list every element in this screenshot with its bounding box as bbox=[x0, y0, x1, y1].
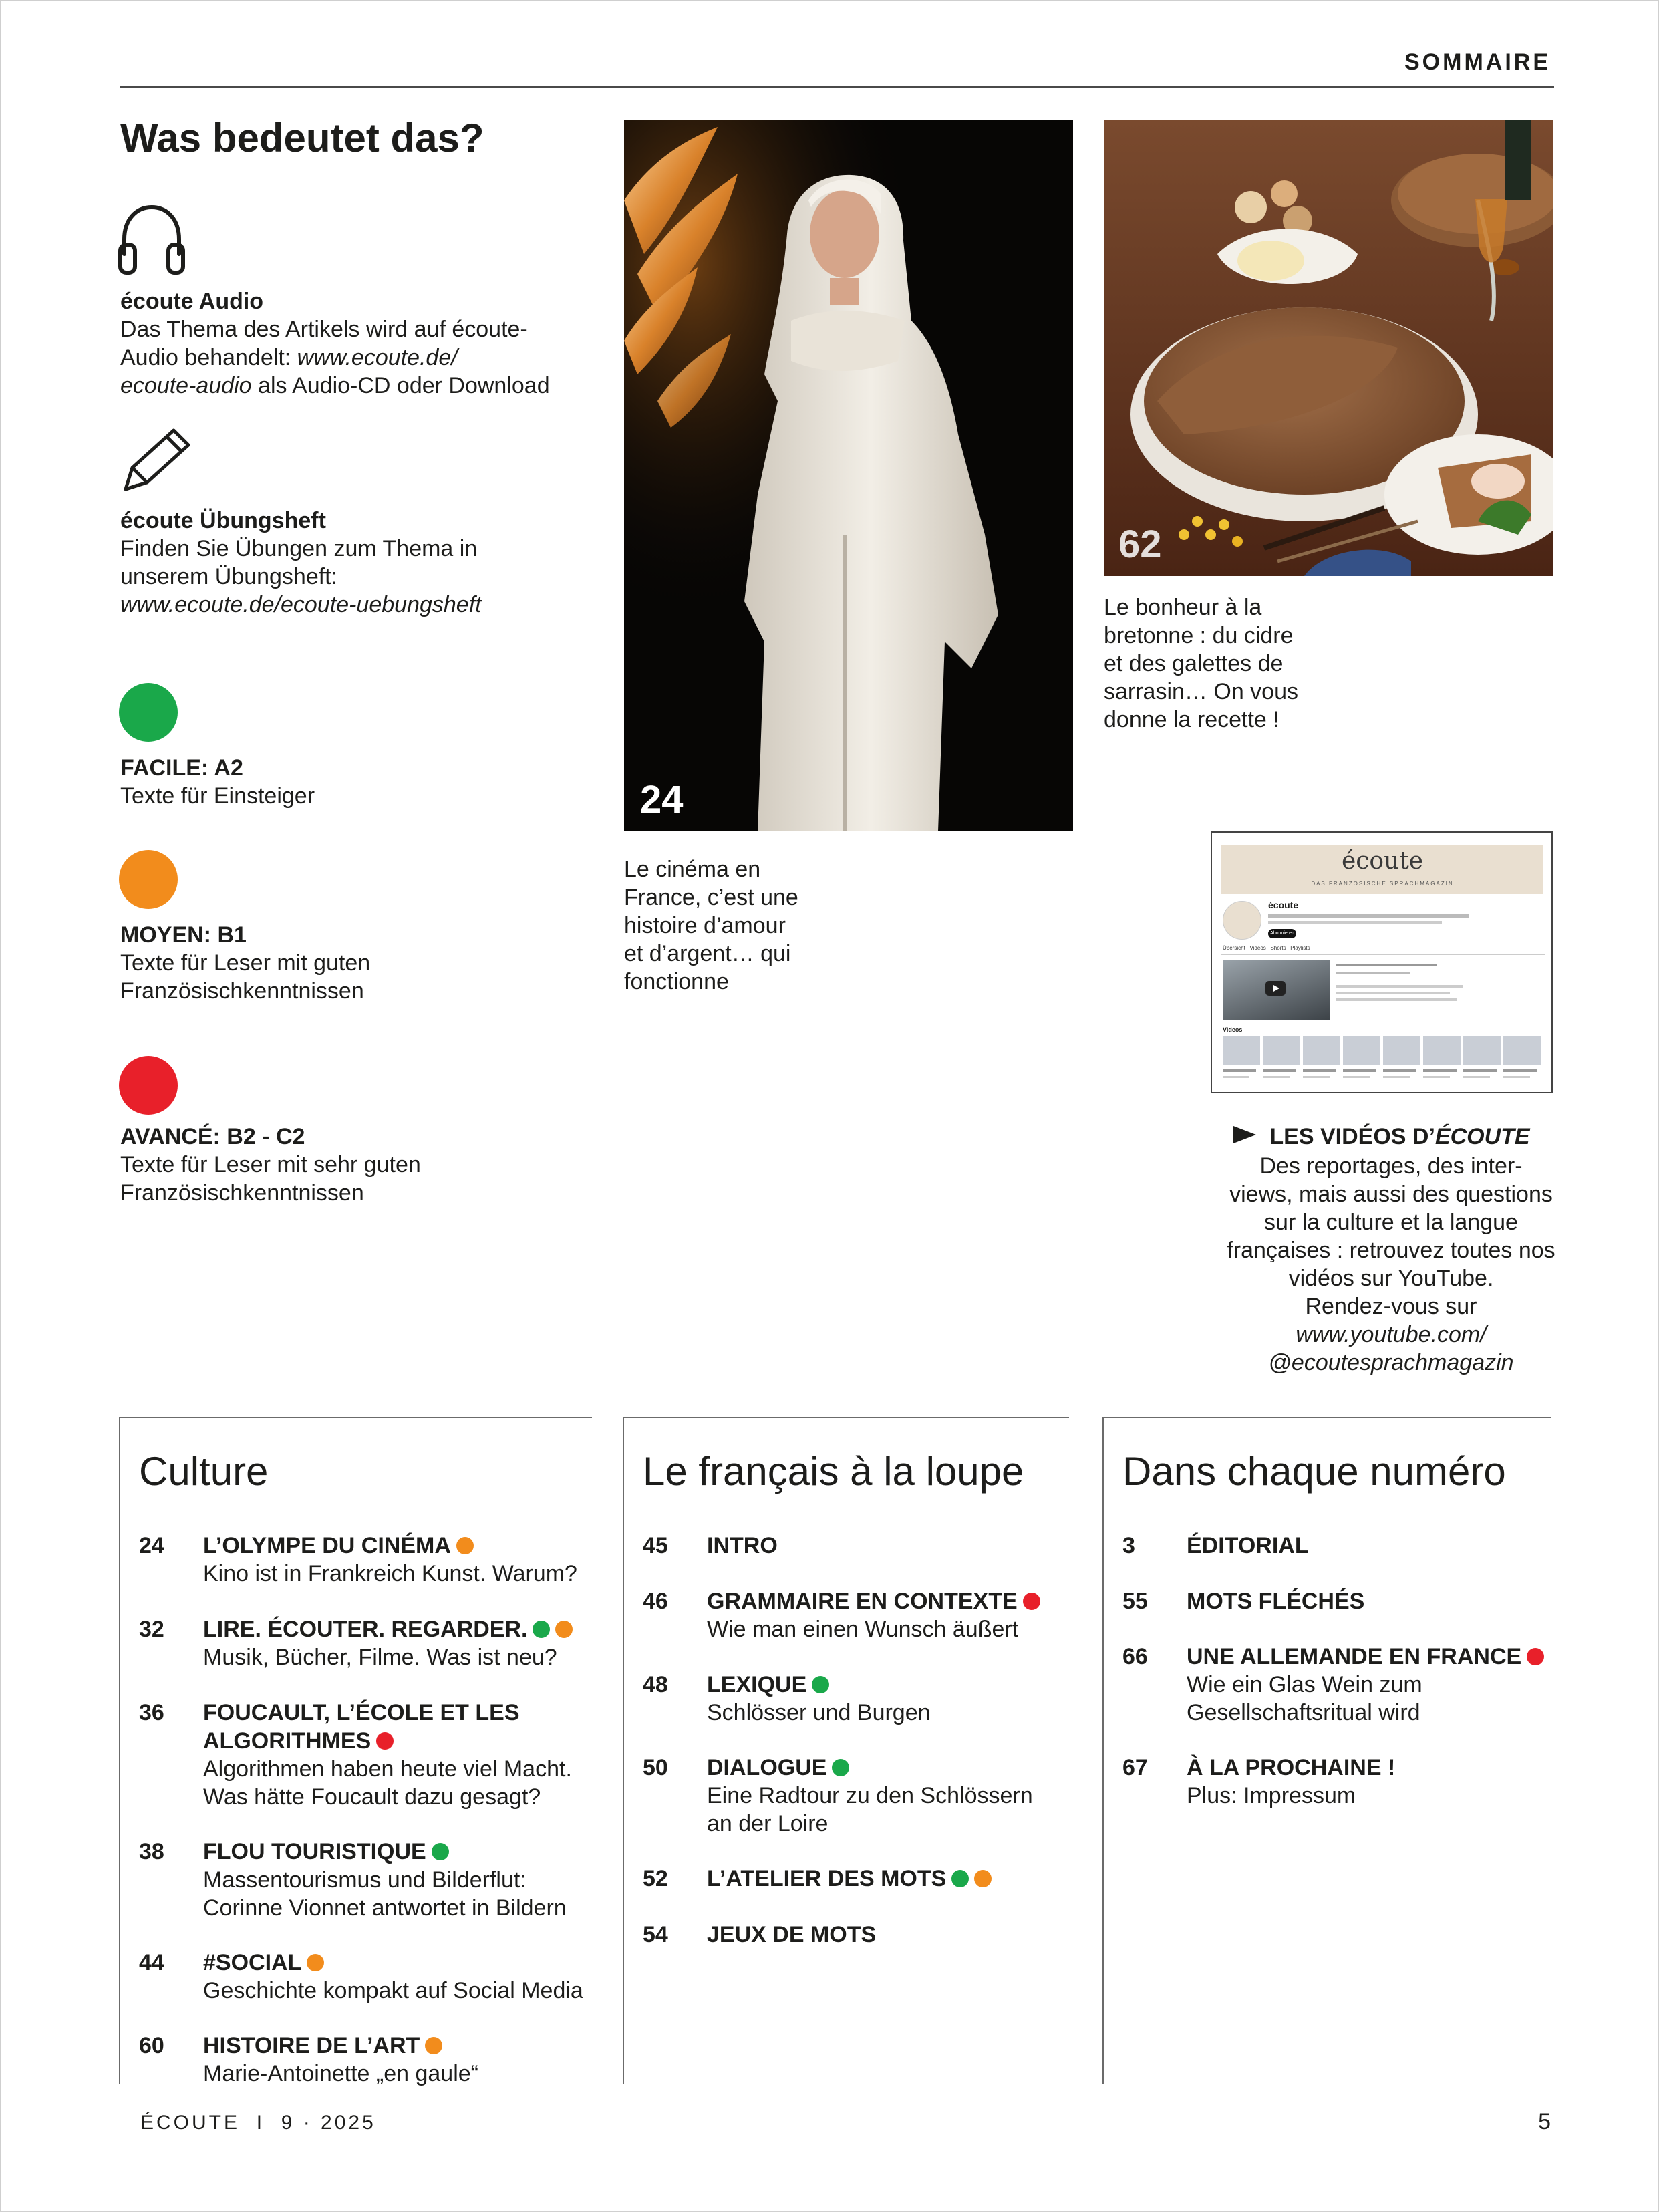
toc-page-number: 3 bbox=[1122, 1533, 1135, 1558]
yt-banner-logo: écoute bbox=[1341, 847, 1424, 875]
yt-subscribe-button[interactable]: Abonnieren bbox=[1268, 929, 1296, 938]
toc-title: LEXIQUE bbox=[707, 1672, 807, 1697]
toc-subtitle: Geschichte kompakt auf Social Media bbox=[203, 1978, 583, 2003]
toc-title: GRAMMAIRE EN CONTEXTE bbox=[707, 1588, 1018, 1614]
yt-video-row[interactable] bbox=[1223, 1036, 1543, 1065]
play-icon bbox=[1265, 981, 1286, 996]
caption-line: histoire d’amour bbox=[624, 913, 786, 938]
level-description: Französischkenntnissen bbox=[120, 1180, 364, 1206]
legend-level-avance bbox=[120, 1123, 601, 1207]
toc-title: #SOCIAL bbox=[203, 1950, 302, 1975]
cinema-caption bbox=[624, 855, 824, 996]
level-description: Texte für Einsteiger bbox=[120, 783, 315, 809]
videos-heading-text: LES VIDÉOS D’ bbox=[1269, 1124, 1435, 1149]
level-dot-orange bbox=[974, 1870, 992, 1887]
toc-title: UNE ALLEMANDE EN FRANCE bbox=[1187, 1644, 1522, 1669]
toc-title: L’OLYMPE DU CINÉMA bbox=[203, 1533, 451, 1558]
youtube-link[interactable]: www.youtube.com/ bbox=[1296, 1322, 1487, 1347]
toc-langue bbox=[623, 1417, 1069, 2084]
footer-magazine: ÉCOUTE bbox=[140, 2112, 241, 2134]
yt-video-row-meta bbox=[1223, 1076, 1543, 1078]
yt-tab[interactable]: Übersicht bbox=[1223, 945, 1245, 951]
yt-avatar bbox=[1223, 901, 1261, 940]
yt-channel-name: écoute bbox=[1268, 900, 1299, 910]
videos-text-line: sur la culture et la langue bbox=[1264, 1210, 1518, 1235]
audio-text-line: Das Thema des Artikels wird auf écoute- bbox=[120, 317, 528, 342]
yt-tab[interactable]: Videos bbox=[1249, 945, 1266, 951]
toc-subtitle: an der Loire bbox=[707, 1811, 828, 1836]
yt-video-desc bbox=[1336, 964, 1437, 966]
yt-video-desc bbox=[1336, 998, 1457, 1001]
toc-subtitle: Musik, Bücher, Filme. Was ist neu? bbox=[203, 1645, 557, 1670]
yt-video-desc bbox=[1336, 972, 1410, 974]
caption-line: France, c’est une bbox=[624, 885, 798, 910]
toc-culture bbox=[119, 1417, 592, 2084]
toc-page-number: 66 bbox=[1122, 1644, 1148, 1669]
level-dot-green bbox=[951, 1870, 969, 1887]
toc-numero bbox=[1102, 1417, 1551, 2084]
toc-title: ALGORITHMES bbox=[203, 1728, 371, 1754]
yt-channel-meta bbox=[1268, 921, 1442, 924]
yt-divider bbox=[1221, 954, 1545, 955]
toc-subtitle: Plus: Impressum bbox=[1187, 1783, 1356, 1808]
level-dot-orange bbox=[425, 2037, 442, 2054]
footer-issue bbox=[140, 2112, 376, 2134]
toc-page-number: 52 bbox=[643, 1866, 668, 1891]
level-dot-green bbox=[533, 1621, 550, 1638]
toc-subtitle: Marie-Antoinette „en gaule“ bbox=[203, 2061, 479, 2086]
toc-page-number: 55 bbox=[1122, 1588, 1148, 1614]
food-caption bbox=[1104, 593, 1324, 734]
workbook-text-line: Finden Sie Übungen zum Thema in bbox=[120, 536, 478, 561]
toc-title: INTRO bbox=[707, 1533, 778, 1558]
toc-subtitle: Wie ein Glas Wein zum bbox=[1187, 1672, 1422, 1697]
footer-issue-number: 9 · 2025 bbox=[281, 2112, 376, 2134]
toc-page-number: 36 bbox=[139, 1700, 164, 1725]
yt-tabs bbox=[1223, 945, 1310, 951]
cinema-photo[interactable] bbox=[624, 120, 1073, 831]
level-dot-green bbox=[832, 1759, 849, 1776]
level-dot-green bbox=[432, 1843, 449, 1860]
food-page-number: 62 bbox=[1118, 523, 1162, 566]
legend-title: Was bedeutet das? bbox=[120, 116, 484, 160]
audio-label: écoute Audio bbox=[120, 289, 264, 314]
level-dot-orange bbox=[119, 850, 178, 909]
toc-subtitle: Schlösser und Burgen bbox=[707, 1700, 931, 1725]
workbook-text-line: unserem Übungsheft: bbox=[120, 564, 338, 589]
toc-page-number: 60 bbox=[139, 2033, 164, 2058]
toc-subtitle: Eine Radtour zu den Schlössern bbox=[707, 1783, 1033, 1808]
toc-subtitle: Gesellschaftsritual wird bbox=[1187, 1700, 1420, 1725]
toc-heading: Dans chaque numéro bbox=[1122, 1449, 1506, 1494]
toc-page-number: 45 bbox=[643, 1533, 668, 1558]
header-rule bbox=[120, 86, 1554, 88]
toc-page-number: 44 bbox=[139, 1950, 164, 1975]
yt-featured-video[interactable] bbox=[1223, 960, 1330, 1020]
workbook-label: écoute Übungsheft bbox=[120, 508, 326, 533]
toc-page-number: 38 bbox=[139, 1839, 164, 1864]
toc-subtitle: Was hätte Foucault dazu gesagt? bbox=[203, 1784, 541, 1810]
yt-banner-tagline: DAS FRANZÖSISCHE SPRACHMAGAZIN bbox=[1311, 881, 1454, 887]
audio-text-line: als Audio-CD oder Download bbox=[251, 373, 550, 398]
caption-line: et d’argent… qui bbox=[624, 941, 791, 966]
videos-text-line: françaises : retrouvez toutes nos bbox=[1227, 1238, 1555, 1263]
caption-line: Le cinéma en bbox=[624, 857, 761, 882]
toc-heading: Le français à la loupe bbox=[643, 1449, 1024, 1494]
level-dot-red bbox=[1527, 1648, 1544, 1665]
pencil-icon bbox=[119, 425, 194, 498]
youtube-channel-preview[interactable] bbox=[1211, 831, 1553, 1093]
yt-channel-meta bbox=[1268, 914, 1469, 918]
caption-line: et des galettes de bbox=[1104, 651, 1284, 676]
yt-video-row-titles bbox=[1223, 1069, 1543, 1072]
toc-page-number: 67 bbox=[1122, 1755, 1148, 1780]
toc-page-number: 50 bbox=[643, 1755, 668, 1780]
caption-line: Le bonheur à la bbox=[1104, 595, 1262, 620]
videos-text-line: Des reportages, des inter- bbox=[1259, 1153, 1523, 1179]
caption-line: fonctionne bbox=[624, 969, 729, 994]
videos-text-line: vidéos sur YouTube. bbox=[1288, 1266, 1494, 1291]
legend-audio bbox=[120, 287, 601, 400]
toc-title: L’ATELIER DES MOTS bbox=[707, 1866, 947, 1891]
level-dot-red bbox=[1023, 1593, 1040, 1610]
videos-text-line: Rendez-vous sur bbox=[1305, 1294, 1477, 1319]
caption-line: sarrasin… On vous bbox=[1104, 679, 1298, 704]
footer-separator: I bbox=[256, 2112, 265, 2134]
videos-text-line: views, mais aussi des questions bbox=[1229, 1182, 1553, 1207]
toc-title: FOUCAULT, L’ÉCOLE ET LES bbox=[203, 1700, 520, 1725]
toc-subtitle: Kino ist in Frankreich Kunst. Warum? bbox=[203, 1561, 577, 1586]
caption-line: donne la recette ! bbox=[1104, 707, 1279, 732]
toc-page-number: 24 bbox=[139, 1533, 164, 1558]
toc-title: FLOU TOURISTIQUE bbox=[203, 1839, 426, 1864]
level-dot-orange bbox=[456, 1537, 474, 1554]
yt-video-desc bbox=[1336, 992, 1450, 994]
toc-page-number: 32 bbox=[139, 1617, 164, 1642]
legend-workbook bbox=[120, 507, 601, 619]
toc-title: À LA PROCHAINE ! bbox=[1187, 1755, 1396, 1780]
level-dot-red bbox=[119, 1056, 178, 1115]
level-label: FACILE: A2 bbox=[120, 755, 243, 781]
videos-heading-brand: ÉCOUTE bbox=[1435, 1124, 1530, 1149]
legend-level-moyen bbox=[120, 921, 601, 1005]
headphones-icon bbox=[115, 202, 188, 280]
toc-subtitle: Wie man einen Wunsch äußert bbox=[707, 1617, 1019, 1642]
level-dot-green bbox=[119, 683, 178, 742]
workbook-link[interactable]: www.ecoute.de/ecoute-uebungsheft bbox=[120, 592, 482, 617]
yt-tab[interactable]: Playlists bbox=[1290, 945, 1310, 951]
toc-subtitle: Algorithmen haben heute viel Macht. bbox=[203, 1756, 572, 1782]
youtube-link[interactable]: @ecoutesprachmagazin bbox=[1268, 1350, 1514, 1375]
audio-text-line: Audio behandelt: bbox=[120, 345, 297, 370]
audio-link[interactable]: ecoute-audio bbox=[120, 373, 252, 398]
toc-title: ÉDITORIAL bbox=[1187, 1533, 1309, 1558]
toc-page-number: 46 bbox=[643, 1588, 668, 1614]
toc-subtitle: Massentourismus und Bilderflut: bbox=[203, 1867, 526, 1893]
level-dot-red bbox=[376, 1732, 394, 1750]
level-description: Französischkenntnissen bbox=[120, 978, 364, 1004]
level-dot-orange bbox=[555, 1621, 573, 1638]
cinema-page-number: 24 bbox=[640, 778, 684, 821]
toc-page-number: 54 bbox=[643, 1922, 668, 1947]
audio-link[interactable]: www.ecoute.de/ bbox=[297, 345, 458, 370]
toc-title: HISTOIRE DE L’ART bbox=[203, 2033, 420, 2058]
videos-heading bbox=[1177, 1124, 1586, 1150]
level-description: Texte für Leser mit guten bbox=[120, 950, 371, 976]
toc-title: JEUX DE MOTS bbox=[707, 1922, 877, 1947]
caption-line: bretonne : du cidre bbox=[1104, 623, 1294, 648]
toc-heading: Culture bbox=[139, 1449, 269, 1494]
level-description: Texte für Leser mit sehr guten bbox=[120, 1152, 421, 1178]
legend-level-facile bbox=[120, 754, 601, 810]
page-number: 5 bbox=[1538, 2109, 1551, 2134]
food-photo[interactable] bbox=[1104, 120, 1553, 576]
level-dot-orange bbox=[307, 1954, 324, 1971]
level-dot-green bbox=[812, 1676, 829, 1693]
yt-banner bbox=[1221, 845, 1543, 894]
toc-page-number: 48 bbox=[643, 1672, 668, 1697]
yt-tab[interactable]: Shorts bbox=[1270, 945, 1286, 951]
toc-subtitle: Corinne Vionnet antwortet in Bildern bbox=[203, 1895, 567, 1921]
toc-title: DIALOGUE bbox=[707, 1755, 827, 1780]
level-label: MOYEN: B1 bbox=[120, 922, 247, 948]
section-label: SOMMAIRE bbox=[1404, 49, 1551, 75]
toc-title: LIRE. ÉCOUTER. REGARDER. bbox=[203, 1617, 528, 1642]
toc-title: MOTS FLÉCHÉS bbox=[1187, 1588, 1365, 1614]
videos-description bbox=[1204, 1152, 1578, 1377]
yt-videos-heading: Videos bbox=[1223, 1026, 1243, 1033]
yt-video-desc bbox=[1336, 985, 1463, 988]
play-arrow-icon bbox=[1233, 1126, 1256, 1143]
level-label: AVANCÉ: B2 - C2 bbox=[120, 1124, 305, 1149]
audio-text bbox=[120, 315, 601, 400]
